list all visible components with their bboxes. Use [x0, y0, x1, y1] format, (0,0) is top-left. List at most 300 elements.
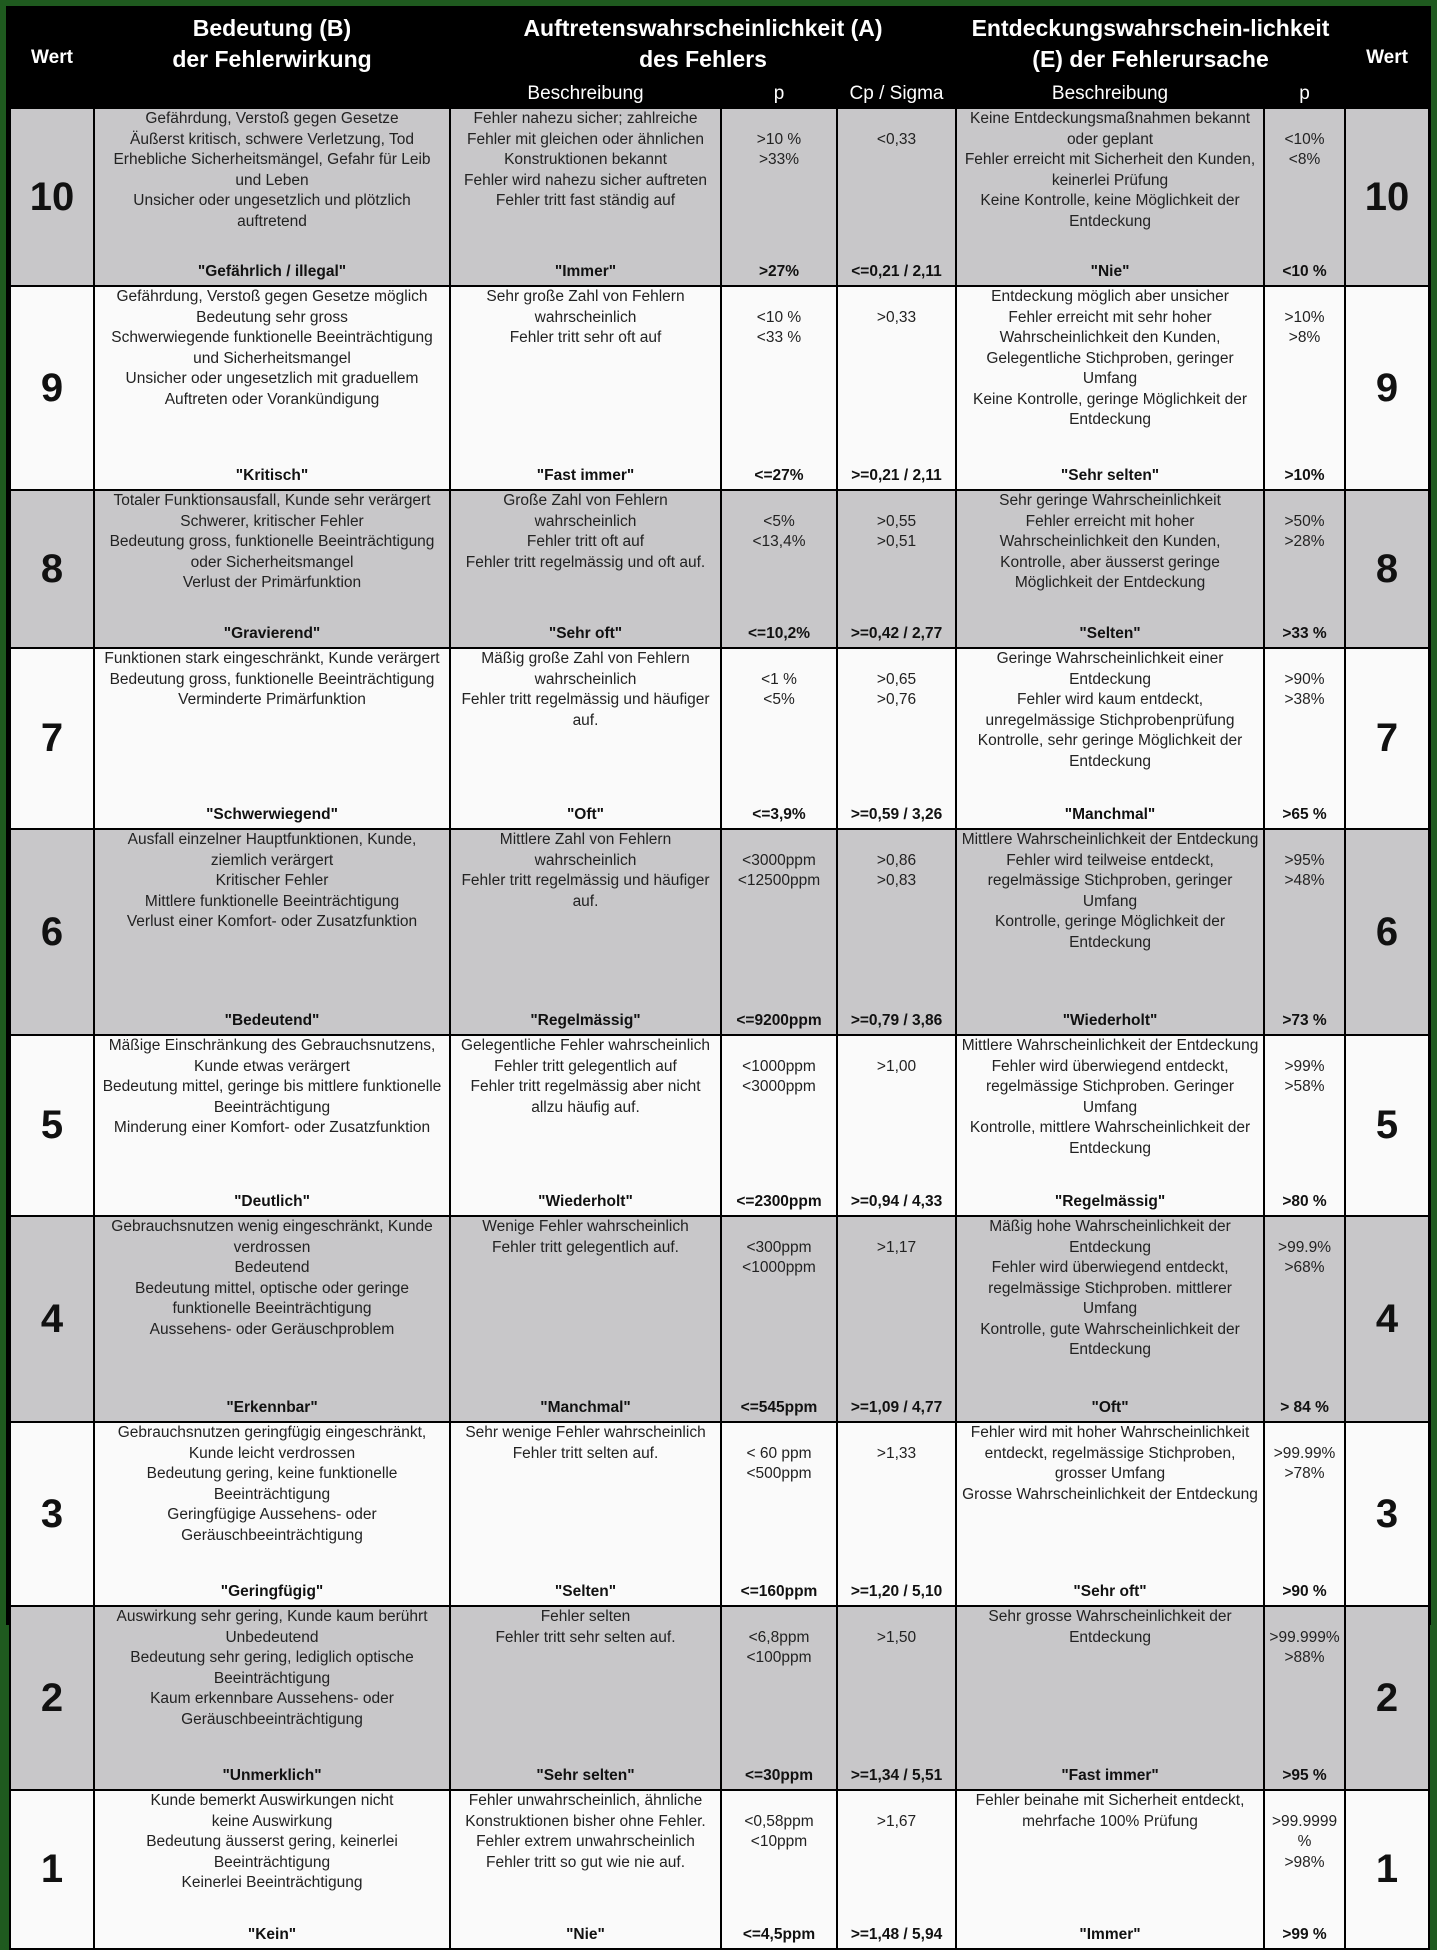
auftreten-beschreibung-cell: [450, 1790, 721, 1949]
rating-label: >=1,20 / 5,10: [850, 1582, 943, 1600]
auftreten-beschreibung-cell: [450, 490, 721, 648]
cell-text-line: auf.: [572, 711, 599, 729]
entdeckung-p-cell: [1264, 1606, 1345, 1790]
cell-text-line: >0,76: [876, 691, 917, 708]
cell-text-line: Bedeutung sehr gering, lediglich optische: [130, 1649, 414, 1666]
rating-label: <=3,9%: [752, 805, 806, 823]
cell-text-line: Mäßige Einschränkung des Gebrauchsnutzens,: [108, 1037, 436, 1054]
rating-label: "Regelmässig": [530, 1011, 641, 1029]
b-lines: [97, 830, 447, 955]
cell-text-line: >1,50: [876, 1628, 917, 1646]
cell-text-line: <0,33: [876, 130, 917, 148]
auftreten-cp-sigma-cell: [837, 829, 956, 1035]
cell-text-line: Konstruktionen bisher ohne Fehler.: [465, 1812, 706, 1830]
wert-right-cell: 8: [1345, 490, 1429, 648]
rating-label: >33 %: [1282, 624, 1327, 642]
auftreten-cp-sigma-cell: [837, 1216, 956, 1422]
rating-label: "Gravierend": [223, 624, 321, 642]
rating-label: "Bedeutend": [224, 1011, 320, 1029]
cell-text-line: >99.9%: [1278, 1238, 1332, 1256]
auftreten-p-cell: [721, 286, 837, 490]
ap-lines: [724, 287, 834, 371]
cell-text-line: <10%: [1284, 130, 1325, 148]
cell-text-line: <1000ppm: [742, 1259, 816, 1276]
cell-text-line: Fehler tritt regelmässig und häufiger: [461, 872, 710, 889]
cell-text-line: Geringfügige Aussehens- oder: [167, 1506, 377, 1523]
b-lines: [97, 109, 447, 254]
cell-text-line: Auftreten oder Vorankündigung: [164, 390, 380, 408]
auftreten-beschreibung-cell: [450, 108, 721, 286]
auftreten-p-cell: [721, 1790, 837, 1949]
wert-right-cell: 9: [1345, 286, 1429, 490]
rating-label: >=0,21 / 2,11: [851, 466, 942, 484]
header-a-cp-sigma: Cp / Sigma: [837, 75, 956, 108]
cell-text-line: [724, 1607, 834, 1628]
cell-text-line: [724, 109, 834, 130]
rating-label: >73 %: [1282, 1011, 1327, 1029]
header-e-beschreibung: Beschreibung: [956, 75, 1264, 108]
auftreten-beschreibung-cell: [450, 286, 721, 490]
cell-text-line: Kunde leicht verdrossen: [188, 1444, 356, 1462]
wert-right-cell: 10: [1345, 108, 1429, 286]
entdeckung-beschreibung-cell: [956, 1216, 1264, 1422]
cell-text-line: >33%: [758, 151, 800, 168]
cell-text-line: Fehler tritt gelegentlich auf.: [492, 1238, 679, 1256]
cell-text-line: >68%: [1284, 1259, 1325, 1276]
auftreten-p-cell: [721, 648, 837, 829]
cell-text-line: >88%: [1284, 1649, 1325, 1666]
cell-text-line: [724, 491, 834, 512]
e-lines: [959, 109, 1261, 254]
cell-text-line: >99.9999: [1271, 1812, 1338, 1830]
auftreten-cp-sigma-cell: [837, 286, 956, 490]
rating-label: > 84 %: [1280, 1398, 1329, 1416]
cell-text-line: und Sicherheitsmangel: [193, 349, 351, 367]
cell-text-line: keine Auswirkung: [211, 1812, 333, 1830]
cell-text-line: >0,51: [876, 533, 917, 550]
cell-text-line: Kontrolle, sehr geringe Möglichkeit der: [977, 732, 1243, 749]
cell-text-line: [840, 1036, 953, 1057]
b-lines: [97, 649, 447, 733]
cell-text-line: [724, 287, 834, 308]
entdeckung-p-cell: [1264, 1790, 1345, 1949]
rating-label: "Gefährlich / illegal": [197, 262, 347, 280]
ap-lines: [724, 1607, 834, 1691]
cell-text-line: Fehler tritt selten auf.: [512, 1444, 659, 1462]
cell-text-line: Totaler Funktionsausfall, Kunde sehr verärgert: [113, 492, 431, 509]
cell-text-line: Geräuschbeeinträchtigung: [181, 1710, 363, 1728]
cell-text-line: Entdeckung: [1069, 1238, 1151, 1256]
auftreten-cp-sigma-cell: [837, 108, 956, 286]
cell-text-line: Fehler wird kaum entdeckt,: [1016, 691, 1204, 708]
cell-text-line: Geräuschbeeinträchtigung: [181, 1526, 363, 1544]
cell-text-line: [1267, 109, 1342, 130]
rating-label: <=30ppm: [744, 1766, 814, 1784]
cell-text-line: Sehr grosse Wahrscheinlichkeit der: [988, 1608, 1232, 1625]
rating-label: "Immer": [1079, 1925, 1141, 1943]
cell-text-line: auftretend: [237, 212, 307, 230]
cell-text-line: Unsicher oder ungesetzlich und plötzlich: [133, 192, 411, 209]
rating-label: "Deutlich": [234, 1192, 310, 1210]
cell-text-line: unregelmässige Stichprobenprüfung: [985, 711, 1235, 729]
rating-label: "Sehr selten": [536, 1766, 635, 1784]
wert-left-cell: 8: [10, 490, 94, 648]
cell-text-line: allzu häufig auf.: [531, 1098, 640, 1116]
bedeutung-cell: [94, 1790, 450, 1949]
entdeckung-beschreibung-cell: [956, 108, 1264, 286]
a-lines: [453, 1036, 718, 1140]
cell-text-line: Keine Kontrolle, geringe Möglichkeit der: [973, 390, 1248, 408]
cell-text-line: >28%: [1284, 533, 1325, 550]
e-lines: [959, 1217, 1261, 1383]
cell-text-line: Bedeutung sehr gross: [196, 308, 348, 326]
cell-text-line: [1267, 1036, 1342, 1057]
ep-lines: [1267, 1607, 1342, 1691]
wert-left-cell: 7: [10, 648, 94, 829]
acp-lines: [840, 1607, 953, 1670]
wert-right-cell: 3: [1345, 1422, 1429, 1606]
cell-text-line: >99.99%: [1273, 1444, 1336, 1462]
cell-text-line: Entdeckung: [1069, 752, 1151, 770]
b-lines: [97, 1423, 447, 1568]
acp-lines: [840, 1791, 953, 1854]
entdeckung-p-cell: [1264, 1035, 1345, 1216]
cell-text-line: >1,17: [876, 1238, 917, 1256]
rating-label: >99 %: [1282, 1925, 1327, 1943]
cell-text-line: Entdeckung: [1069, 1341, 1151, 1358]
bedeutung-cell: [94, 648, 450, 829]
cell-text-line: Beeinträchtigung: [213, 1853, 331, 1871]
cell-text-line: >48%: [1284, 872, 1325, 889]
cell-text-line: Kunde bemerkt Auswirkungen nicht: [150, 1792, 394, 1809]
rating-label: >65 %: [1282, 805, 1327, 823]
cell-text-line: [1267, 1607, 1342, 1628]
cell-text-line: >0,55: [876, 512, 917, 530]
rating-label: "Manchmal": [540, 1398, 631, 1416]
wert-left-cell: 2: [10, 1606, 94, 1790]
acp-lines: [840, 830, 953, 914]
cell-text-line: [840, 1217, 953, 1238]
rating-label: <=27%: [754, 466, 804, 484]
cell-text-line: Sehr große Zahl von Fehlern: [486, 288, 685, 305]
rating-label: "Regelmässig": [1054, 1192, 1166, 1210]
rating-label: "Fast immer": [1061, 1766, 1159, 1784]
cell-text-line: oder Sicherheitsmangel: [190, 553, 354, 571]
entdeckung-p-cell: [1264, 1422, 1345, 1606]
table-row: [10, 286, 1429, 490]
rating-label: >=1,48 / 5,94: [850, 1925, 943, 1943]
cell-text-line: Fehler tritt regelmässig und häufiger: [461, 691, 710, 708]
rating-label: "Kein": [247, 1925, 297, 1943]
rating-label: "Erkennbar": [226, 1398, 318, 1416]
cell-text-line: mehrfache 100% Prüfung: [1022, 1812, 1198, 1830]
rating-label: >=0,59 / 3,26: [850, 805, 943, 823]
cell-text-line: Entdeckung: [1069, 670, 1151, 688]
cell-text-line: Kunde etwas verärgert: [194, 1057, 350, 1075]
cell-text-line: [840, 1607, 953, 1628]
cell-text-line: Grosse Wahrscheinlichkeit der Entdeckung: [962, 1485, 1258, 1503]
page-frame: [6, 6, 1431, 1943]
wert-right-cell: 4: [1345, 1216, 1429, 1422]
header-entdeckung-line-1: Entdeckungswahrschein-lichkeit: [971, 15, 1330, 41]
cell-text-line: Kontrolle, gute Wahrscheinlichkeit der: [980, 1320, 1240, 1338]
entdeckung-p-cell: [1264, 648, 1345, 829]
cell-text-line: wahrscheinlich: [534, 308, 637, 326]
header-auftreten: [450, 9, 956, 75]
entdeckung-beschreibung-cell: [956, 829, 1264, 1035]
cell-text-line: Verlust einer Komfort- oder Zusatzfunktion: [126, 913, 418, 930]
cell-text-line: >1,67: [876, 1812, 917, 1830]
rating-label: >=1,09 / 4,77: [850, 1398, 943, 1416]
cell-text-line: [840, 1791, 953, 1812]
entdeckung-p-cell: [1264, 1216, 1345, 1422]
cell-text-line: Bedeutung gross, funktionelle Beeinträchtigung: [109, 533, 435, 550]
cell-text-line: Bedeutend: [234, 1259, 310, 1276]
auftreten-cp-sigma-cell: [837, 1790, 956, 1949]
rating-label: >=0,79 / 3,86: [850, 1011, 943, 1029]
rating-label: "Nie": [566, 1925, 605, 1943]
cell-text-line: keinerlei Prüfung: [1051, 171, 1169, 189]
cell-text-line: Fehler tritt sehr oft auf: [509, 329, 662, 346]
auftreten-beschreibung-cell: [450, 1606, 721, 1790]
acp-lines: [840, 649, 953, 733]
ap-lines: [724, 1791, 834, 1875]
cell-text-line: [840, 1423, 953, 1444]
ep-lines: [1267, 1423, 1342, 1507]
auftreten-beschreibung-cell: [450, 1035, 721, 1216]
table-row: [10, 829, 1429, 1035]
cell-text-line: Verlust der Primärfunktion: [182, 574, 362, 591]
cell-text-line: grosser Umfang: [1054, 1465, 1166, 1482]
cell-text-line: [1267, 491, 1342, 512]
cell-text-line: Große Zahl von Fehlern: [503, 492, 668, 509]
acp-lines: [840, 491, 953, 575]
cell-text-line: <300ppm: [746, 1238, 812, 1256]
cell-text-line: Umfang: [1082, 1098, 1138, 1116]
cell-text-line: >99%: [1284, 1057, 1325, 1075]
ep-lines: [1267, 830, 1342, 914]
cell-text-line: wahrscheinlich: [534, 512, 637, 530]
entdeckung-beschreibung-cell: [956, 1790, 1264, 1949]
cell-text-line: >0,33: [876, 308, 917, 326]
auftreten-cp-sigma-cell: [837, 490, 956, 648]
a-lines: [453, 1423, 718, 1486]
a-lines: [453, 1791, 718, 1895]
cell-text-line: Funktionen stark eingeschränkt, Kunde verärgert: [104, 650, 440, 667]
rating-label: >=1,34 / 5,51: [850, 1766, 943, 1784]
cell-text-line: Gebrauchsnutzen geringfügig eingeschränkt,: [117, 1424, 427, 1441]
entdeckung-beschreibung-cell: [956, 286, 1264, 490]
bedeutung-cell: [94, 829, 450, 1035]
ep-lines: [1267, 1036, 1342, 1120]
rating-label: <10 %: [1282, 262, 1327, 280]
cell-text-line: Gebrauchsnutzen wenig eingeschränkt, Kunde: [111, 1218, 433, 1235]
rating-label: "Sehr selten": [1060, 466, 1160, 484]
cell-text-line: Äußerst kritisch, schwere Verletzung, Tod: [129, 130, 414, 148]
cell-text-line: entdeckt, regelmässige Stichproben,: [984, 1444, 1236, 1462]
cell-text-line: Gefährdung, Verstoß gegen Gesetze: [145, 110, 399, 127]
fmea-rating-table: [9, 9, 1430, 1950]
header-auftreten-line-2: des Fehlers: [639, 46, 767, 72]
a-lines: [453, 830, 718, 934]
auftreten-beschreibung-cell: [450, 1422, 721, 1606]
header-bedeutung: [94, 9, 450, 108]
rating-label: "Geringfügig": [220, 1582, 324, 1600]
ap-lines: [724, 1217, 834, 1301]
cell-text-line: >0,65: [876, 670, 917, 688]
cell-text-line: >0,86: [876, 851, 917, 869]
cell-text-line: >1,00: [876, 1057, 917, 1075]
cell-text-line: Beeinträchtigung: [213, 1669, 331, 1687]
wert-right-cell: 6: [1345, 829, 1429, 1035]
cell-text-line: Fehler wird mit hoher Wahrscheinlichkeit: [970, 1424, 1250, 1441]
header-a-beschreibung: Beschreibung: [450, 75, 721, 108]
cell-text-line: >1,33: [876, 1444, 917, 1462]
cell-text-line: Bedeutung mittel, geringe bis mittlere funktionelle: [102, 1078, 442, 1095]
ep-lines: [1267, 1791, 1342, 1895]
cell-text-line: Fehler extrem unwahrscheinlich: [476, 1833, 695, 1850]
cell-text-line: <13,4%: [752, 533, 806, 550]
cell-text-line: < 60 ppm: [746, 1444, 812, 1462]
cell-text-line: Fehler wird nahezu sicher auftreten: [464, 171, 707, 189]
cell-text-line: Fehler wird überwiegend entdeckt,: [991, 1057, 1229, 1075]
cell-text-line: und Leben: [235, 171, 309, 189]
a-lines: [453, 109, 718, 234]
cell-text-line: Möglichkeit der Entdeckung: [1014, 574, 1206, 591]
wert-left-cell: 9: [10, 286, 94, 490]
auftreten-p-cell: [721, 490, 837, 648]
cell-text-line: Fehler wird teilweise entdeckt,: [1006, 851, 1214, 869]
a-lines: [453, 491, 718, 595]
header-wert-right: Wert: [1345, 9, 1429, 108]
cell-text-line: <5%: [763, 691, 795, 708]
cell-text-line: Bedeutung mittel, optische oder geringe: [134, 1279, 409, 1297]
cell-text-line: Minderung einer Komfort- oder Zusatzfunktion: [113, 1119, 431, 1136]
cell-text-line: Mittlere funktionelle Beeinträchtigung: [144, 892, 400, 910]
entdeckung-beschreibung-cell: [956, 648, 1264, 829]
cell-text-line: Bedeutung gering, keine funktionelle: [146, 1465, 398, 1482]
cell-text-line: Entdeckung: [1069, 212, 1151, 230]
rating-label: >10%: [1284, 466, 1325, 484]
cell-text-line: Fehler nahezu sicher; zahlreiche: [473, 110, 698, 127]
cell-text-line: Verminderte Primärfunktion: [178, 691, 366, 708]
cell-text-line: Fehler tritt regelmässig aber nicht: [470, 1078, 701, 1095]
cell-text-line: >98%: [1284, 1853, 1325, 1871]
cell-text-line: Geringe Wahrscheinlichkeit einer: [996, 650, 1224, 667]
cell-text-line: Fehler erreicht mit hoher: [1025, 512, 1195, 530]
bedeutung-cell: [94, 490, 450, 648]
cell-text-line: Fehler erreicht mit sehr hoher: [1008, 308, 1212, 326]
cell-text-line: [1267, 830, 1342, 851]
cell-text-line: Schwerwiegende funktionelle Beeinträchtigung: [111, 329, 433, 346]
cell-text-line: >8%: [1288, 329, 1321, 346]
cell-text-line: Mäßig hohe Wahrscheinlichkeit der: [989, 1218, 1231, 1235]
cell-text-line: Mittlere Wahrscheinlichkeit der Entdeckung: [961, 1037, 1259, 1054]
rating-label: "Selten": [554, 1582, 617, 1600]
cell-text-line: >38%: [1284, 691, 1325, 708]
rating-label: "Sehr oft": [548, 624, 623, 642]
ap-lines: [724, 491, 834, 575]
rating-label: >27%: [758, 262, 800, 280]
b-lines: [97, 287, 447, 432]
cell-text-line: [840, 109, 953, 130]
cell-text-line: Entdeckung: [1069, 1139, 1151, 1157]
cell-text-line: [724, 1791, 834, 1812]
cell-text-line: Gelegentliche Fehler wahrscheinlich: [461, 1037, 710, 1054]
cell-text-line: <1 %: [761, 670, 797, 688]
rating-label: "Wiederholt": [538, 1192, 633, 1210]
cell-text-line: Umfang: [1082, 892, 1138, 910]
cell-text-line: [840, 287, 953, 308]
auftreten-beschreibung-cell: [450, 648, 721, 829]
cell-text-line: <3000ppm: [742, 851, 816, 869]
cell-text-line: <10 %: [756, 308, 802, 326]
cell-text-line: Entdeckung: [1069, 933, 1151, 951]
entdeckung-beschreibung-cell: [956, 490, 1264, 648]
table-row: [10, 1216, 1429, 1422]
rating-label: <=160ppm: [740, 1582, 818, 1600]
e-lines: [959, 830, 1261, 975]
auftreten-beschreibung-cell: [450, 829, 721, 1035]
cell-text-line: Keinerlei Beeinträchtigung: [181, 1874, 363, 1891]
e-lines: [959, 1423, 1261, 1527]
cell-text-line: Fehler tritt fast ständig auf: [495, 192, 676, 209]
header-bedeutung-line-1: Bedeutung (B): [192, 15, 352, 41]
cell-text-line: [840, 491, 953, 512]
wert-left-cell: 4: [10, 1216, 94, 1422]
rating-label: "Manchmal": [1064, 805, 1156, 823]
ap-lines: [724, 1036, 834, 1120]
auftreten-beschreibung-cell: [450, 1216, 721, 1422]
rating-label: "Sehr oft": [1073, 1582, 1147, 1600]
auftreten-p-cell: [721, 1606, 837, 1790]
cell-text-line: <3000ppm: [742, 1078, 816, 1095]
cell-text-line: Fehler beinahe mit Sicherheit entdeckt,: [975, 1792, 1245, 1809]
rating-label: "Oft": [1091, 1398, 1129, 1416]
cell-text-line: [1267, 649, 1342, 670]
cell-text-line: Entdeckung: [1069, 1628, 1151, 1646]
entdeckung-beschreibung-cell: [956, 1422, 1264, 1606]
header-e-p: p: [1264, 75, 1345, 108]
bedeutung-cell: [94, 1422, 450, 1606]
acp-lines: [840, 109, 953, 172]
cell-text-line: <0,58ppm: [744, 1812, 814, 1830]
cell-text-line: ziemlich verärgert: [210, 851, 334, 869]
cell-text-line: Entdeckung: [1069, 411, 1151, 428]
cell-text-line: [840, 649, 953, 670]
rating-label: <=545ppm: [740, 1398, 818, 1416]
cell-text-line: Keine Kontrolle, keine Möglichkeit der: [980, 192, 1240, 209]
cell-text-line: [1267, 1217, 1342, 1238]
auftreten-p-cell: [721, 829, 837, 1035]
bedeutung-cell: [94, 1216, 450, 1422]
cell-text-line: Fehler tritt so gut wie nie auf.: [485, 1853, 685, 1871]
a-lines: [453, 287, 718, 371]
cell-text-line: [1267, 287, 1342, 308]
cell-text-line: Fehler erreicht mit Sicherheit den Kunden,: [964, 151, 1256, 168]
cell-text-line: regelmässige Stichproben. Geringer: [985, 1078, 1235, 1095]
entdeckung-beschreibung-cell: [956, 1606, 1264, 1790]
wert-left-cell: 5: [10, 1035, 94, 1216]
cell-text-line: Gefährdung, Verstoß gegen Gesetze möglich: [116, 288, 428, 305]
cell-text-line: [840, 830, 953, 851]
cell-text-line: Wahrscheinlichkeit den Kunden,: [999, 329, 1221, 346]
cell-text-line: Umfang: [1082, 370, 1138, 387]
rating-label: >90 %: [1282, 1582, 1327, 1600]
cell-text-line: regelmässige Stichproben. mittlerer: [988, 1279, 1232, 1297]
acp-lines: [840, 1036, 953, 1099]
cell-text-line: [724, 1217, 834, 1238]
